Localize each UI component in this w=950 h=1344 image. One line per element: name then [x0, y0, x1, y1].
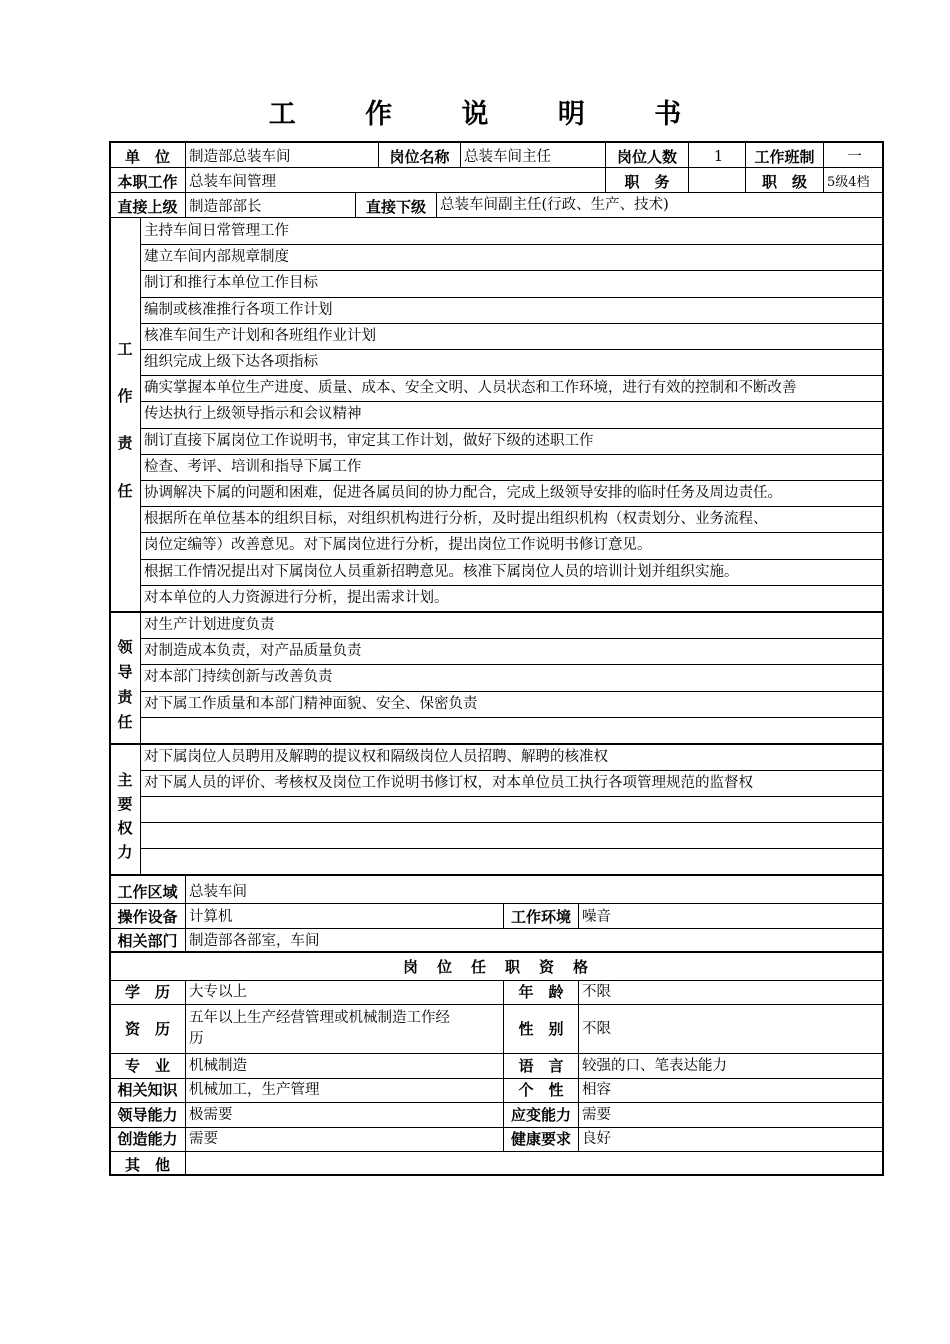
equipment-value: 计算机 [189, 909, 233, 925]
other-label: 其 他 [124, 1156, 170, 1174]
related-dept-value: 制造部各部室，车间 [189, 933, 320, 949]
qualification-value: 不限 [582, 984, 611, 1000]
shift-label: 工作班制 [754, 148, 815, 166]
qualification-value: 较强的口、笔表达能力 [582, 1057, 727, 1074]
qualification-label: 年 龄 [518, 983, 564, 1001]
subordinate-value: 总装车间副主任(行政、生产、技术) [440, 197, 669, 213]
qualification-value: 大专以上 [189, 984, 247, 1000]
responsibility-item: 对本单位的人力资源进行分析，提出需求计划。 [144, 589, 449, 606]
position-label: 职 务 [624, 173, 670, 191]
qualification-value: 历 [189, 1031, 204, 1047]
equipment-label: 操作设备 [117, 908, 178, 926]
environment-value: 噪音 [582, 909, 611, 925]
authority-item: 对下属人员的评价、考核权及岗位工作说明书修订权，对本单位员工执行各项管理规范的监督权 [144, 775, 753, 791]
authority-item: 对下属岗位人员聘用及解聘的提议权和隔级岗位人员招聘、解聘的核准权 [144, 749, 608, 765]
headcount-value: 1 [713, 149, 724, 165]
superior-label: 直接上级 [117, 198, 178, 216]
qualification-value: 五年以上生产经营管理或机械制造工作经 [189, 1010, 450, 1026]
post-name-value: 总装车间主任 [464, 149, 551, 165]
shift-value: 一 [847, 149, 862, 165]
qualification-value: 不限 [582, 1020, 611, 1037]
subordinate-label: 直接下级 [365, 198, 426, 216]
authority-label-3: 权 [117, 819, 133, 837]
unit-label: 单 位 [124, 148, 170, 166]
duty-value: 总装车间管理 [189, 174, 276, 190]
qualification-label: 应变能力 [510, 1105, 571, 1124]
responsibility-item: 根据工作情况提出对下属岗位人员重新招聘意见。核准下属岗位人员的培训计划并组织实施。 [144, 563, 739, 580]
page-title: 工 作 说 明 书 [268, 99, 712, 130]
qualification-label: 领导能力 [117, 1105, 178, 1124]
qualification-label: 健康要求 [510, 1130, 571, 1148]
qualification-label: 创造能力 [117, 1130, 178, 1148]
qualification-value: 机械制造 [189, 1057, 247, 1074]
post-name-label: 岗位名称 [389, 148, 450, 166]
responsibility-item: 制订和推行本单位工作目标 [144, 275, 318, 292]
qualification-label: 性 别 [518, 1019, 564, 1038]
leadership-item: 对制造成本负责，对产品质量负责 [144, 643, 362, 660]
qualification-label: 相关知识 [117, 1081, 178, 1099]
responsibility-item: 主持车间日常管理工作 [144, 223, 289, 239]
responsibilities-label-4: 任 [117, 482, 133, 500]
qualification-label: 个 性 [518, 1081, 564, 1099]
responsibility-item: 建立车间内部规章制度 [144, 249, 289, 266]
responsibility-item: 检查、考评、培训和指导下属工作 [144, 458, 362, 475]
leadership-label-4: 任 [117, 713, 133, 731]
authority-label-1: 主 [117, 771, 133, 789]
qualification-label: 学 历 [124, 983, 170, 1001]
unit-value: 制造部总装车间 [189, 149, 291, 165]
grade-label: 职 级 [761, 173, 807, 191]
grade-value: 5级4档 [827, 175, 870, 190]
leadership-label-2: 导 [117, 663, 133, 681]
responsibility-item: 确实掌握本单位生产进度、质量、成本、安全文明、人员状态和工作环境，进行有效的控制和不断改善 [144, 380, 797, 397]
responsibilities-label-2: 作 [117, 387, 133, 405]
leadership-item: 对下属工作质量和本部门精神面貌、安全、保密负责 [144, 695, 478, 712]
responsibility-item: 编制或核准推行各项工作计划 [144, 301, 333, 318]
responsibility-item: 组织完成上级下达各项指标 [144, 354, 318, 370]
leadership-label-1: 领 [117, 638, 133, 656]
responsibility-item: 制订直接下属岗位工作说明书，审定其工作计划，做好下级的述职工作 [144, 432, 594, 449]
duty-label: 本职工作 [117, 173, 178, 191]
responsibility-item: 根据所在单位基本的组织目标，对组织机构进行分析，及时提出组织机构（权责划分、业务流程、 [144, 511, 768, 528]
leadership-item: 对本部门持续创新与改善负责 [144, 669, 333, 686]
authority-label-2: 要 [117, 795, 133, 813]
work-area-value: 总装车间 [189, 884, 247, 900]
qualification-label: 语 言 [518, 1056, 564, 1075]
leadership-label-3: 责 [117, 688, 133, 706]
leadership-item: 对生产计划进度负责 [144, 617, 275, 633]
qualification-value: 需要 [582, 1106, 611, 1123]
work-area-label: 工作区域 [117, 883, 178, 901]
responsibilities-label-1: 工 [117, 340, 133, 358]
responsibility-item: 协调解决下属的问题和困难，促进各属员间的协力配合，完成上级领导安排的临时任务及周边责任。 [144, 485, 782, 501]
qualification-heading: 岗 位 任 职 资 格 [402, 958, 590, 976]
qualification-value: 需要 [189, 1131, 218, 1147]
responsibility-item: 岗位定编等）改善意见。对下属岗位进行分析，提出岗位工作说明书修订意见。 [144, 537, 652, 554]
qualification-value: 相容 [582, 1082, 611, 1098]
superior-value: 制造部部长 [189, 199, 262, 215]
qualification-value: 极需要 [189, 1106, 233, 1123]
qualification-value: 良好 [582, 1131, 611, 1147]
headcount-label: 岗位人数 [616, 148, 677, 166]
qualification-label: 资 历 [124, 1019, 170, 1038]
qualification-value: 机械加工，生产管理 [189, 1082, 320, 1098]
related-dept-label: 相关部门 [117, 932, 178, 950]
responsibility-item: 传达执行上级领导指示和会议精神 [144, 406, 362, 423]
environment-label: 工作环境 [510, 908, 571, 926]
responsibility-item: 核准车间生产计划和各班组作业计划 [144, 327, 376, 344]
authority-label-4: 力 [117, 843, 133, 861]
qualification-label: 专 业 [124, 1056, 170, 1075]
responsibilities-label-3: 责 [117, 434, 133, 452]
